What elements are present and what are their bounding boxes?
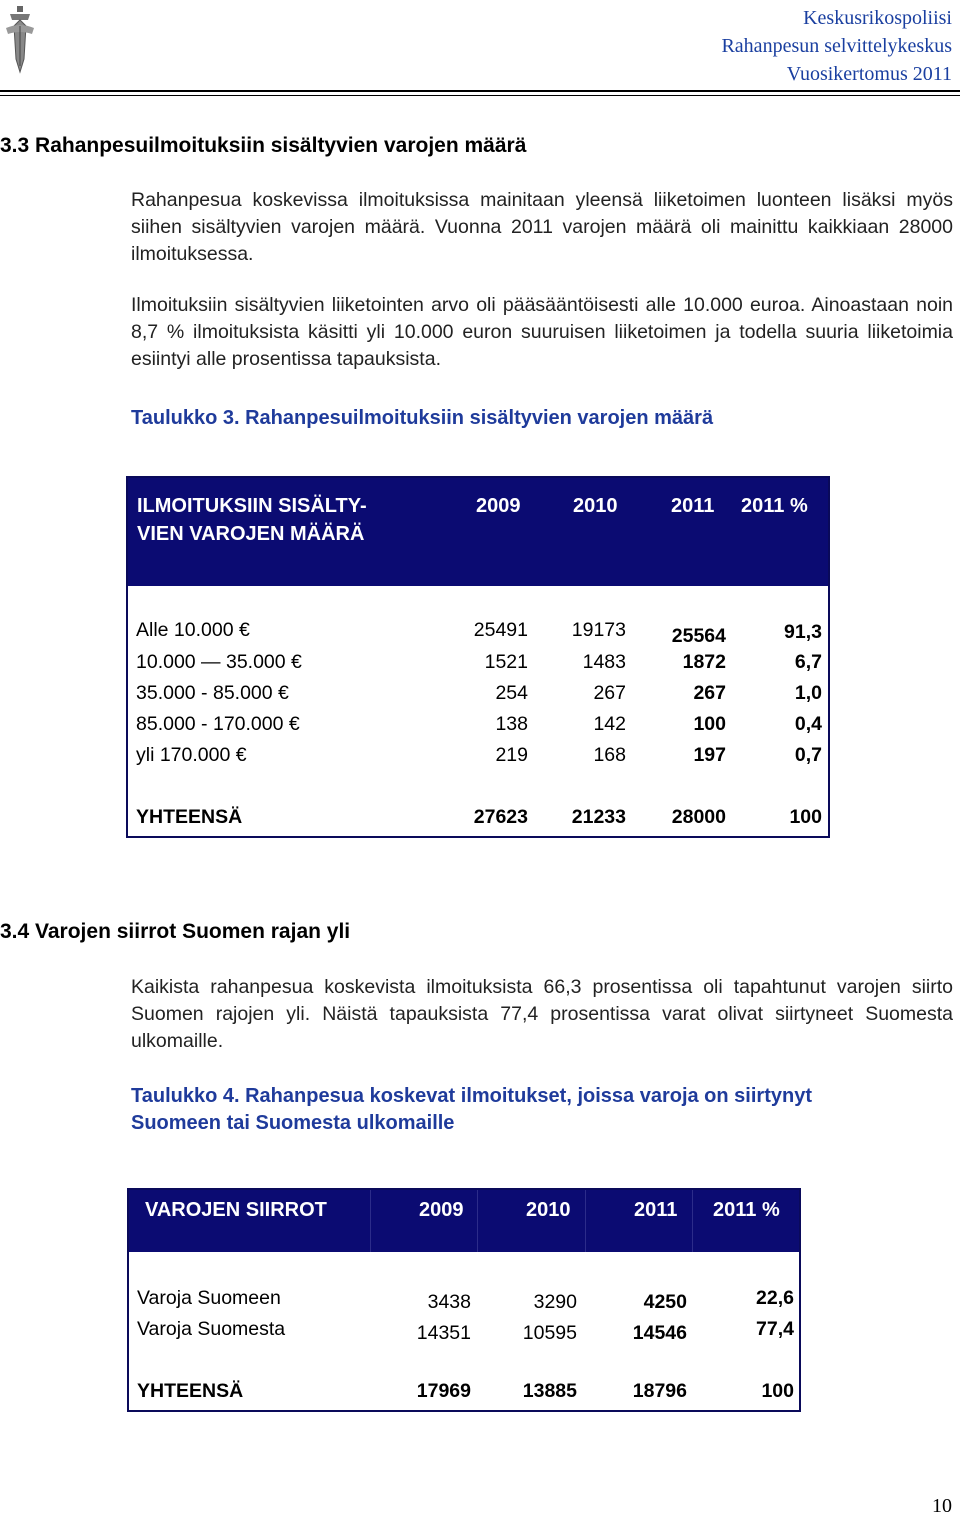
table-4-caption-line1: Taulukko 4. Rahanpesua koskevat ilmoitukset, joissa varoja on siirtynyt <box>131 1085 812 1107</box>
table-3-col-2009: 2009 <box>476 495 521 517</box>
table-3-total-2011: 28000 <box>671 806 726 828</box>
table-3 <box>126 476 830 838</box>
police-emblem-logo <box>2 4 38 74</box>
table-4-caption-line2: Suomeen tai Suomesta ulkomaille <box>131 1112 455 1134</box>
table-3-row-label: Alle 10.000 € <box>136 619 250 641</box>
table-4-cell-2009: 14351 <box>416 1322 471 1344</box>
section-3-3-paragraph-2: Ilmoituksiin sisältyvien liiketointen arvo oli pääsääntöisesti alle 10.000 euroa. Ainoastaan noin 8,7 % ilmoituksista käsitti yli 10.000 euron suuruisen liiketoimen ja todella suuria liiketoimia esiintyi alle prosentissa tapauksista. <box>131 294 953 370</box>
table-4-header-label: VAROJEN SIIRROT <box>145 1199 327 1221</box>
table-3-cell-pct: 0,4 <box>794 713 822 735</box>
table-3-cell-2011: 1872 <box>682 651 726 673</box>
table-4-cell-pct: 77,4 <box>756 1318 794 1340</box>
table-3-total-pct: 100 <box>789 806 822 828</box>
table-4-col-2011-pct: 2011 % <box>713 1199 780 1221</box>
table-4-header <box>129 1190 799 1252</box>
table-3-cell-2011: 267 <box>693 682 726 704</box>
table-4-row-label: Varoja Suomeen <box>137 1287 281 1309</box>
table-4-cell-2011: 4250 <box>643 1291 687 1313</box>
header-rule <box>0 90 960 92</box>
table-3-cell-2011: 25564 <box>671 625 726 647</box>
table-4-total-pct: 100 <box>761 1380 794 1402</box>
table-3-cell-2009: 254 <box>495 682 528 704</box>
table-4-col-2011: 2011 <box>634 1199 678 1221</box>
header-organization: Keskusrikospoliisi <box>803 7 952 29</box>
table-4-header-divider <box>370 1190 371 1252</box>
table-3-cell-2010: 168 <box>593 744 626 766</box>
document-header <box>721 4 952 88</box>
table-3-col-2011-pct: 2011 % <box>741 495 808 517</box>
table-3-total-label: YHTEENSÄ <box>136 806 243 828</box>
header-unit: Rahanpesun selvittelykeskus <box>721 35 952 57</box>
table-3-row-label: yli 170.000 € <box>136 744 247 766</box>
table-4-row-label: Varoja Suomesta <box>137 1318 286 1340</box>
section-3-4-heading: 3.4 Varojen siirrot Suomen rajan yli <box>0 920 351 943</box>
table-4-cell-2011: 14546 <box>632 1322 687 1344</box>
table-4-cell-2010: 10595 <box>522 1322 577 1344</box>
table-3-cell-2011: 197 <box>693 744 726 766</box>
table-4-total-label: YHTEENSÄ <box>137 1380 244 1402</box>
table-3-cell-2010: 19173 <box>571 619 626 641</box>
table-4-col-2009: 2009 <box>419 1199 464 1221</box>
table-4-cell-2010: 3290 <box>533 1291 577 1313</box>
table-3-cell-2009: 1521 <box>484 651 528 673</box>
table-3-cell-2010: 267 <box>593 682 626 704</box>
table-3-header-label-line1: ILMOITUKSIIN SISÄLTY- <box>137 495 367 517</box>
table-3-header-label-line2: VIEN VAROJEN MÄÄRÄ <box>137 523 365 545</box>
table-3-total-2010: 21233 <box>571 806 626 828</box>
table-4-total-2010: 13885 <box>522 1380 577 1402</box>
table-4-total-2011: 18796 <box>632 1380 687 1402</box>
table-3-caption: Taulukko 3. Rahanpesuilmoituksiin sisältyvien varojen määrä <box>131 407 714 429</box>
table-3-cell-2010: 142 <box>593 713 626 735</box>
table-3-cell-pct: 91,3 <box>784 621 822 643</box>
table-3-cell-2009: 219 <box>495 744 528 766</box>
header-report-title: Vuosikertomus 2011 <box>786 63 952 85</box>
table-3-cell-2010: 1483 <box>582 651 626 673</box>
table-3-row-label: 35.000 - 85.000 € <box>136 682 289 704</box>
table-4-header-divider <box>585 1190 586 1252</box>
table-4-header-divider <box>692 1190 693 1252</box>
table-4 <box>127 1188 801 1412</box>
table-3-cell-2009: 25491 <box>473 619 528 641</box>
section-3-4-paragraph-1: Kaikista rahanpesua koskevista ilmoituksista 66,3 prosentissa oli tapahtunut varojen siirto Suomen rajojen yli. Näistä tapauksista 77,4 prosentissa varat olivat siirtyneet Suomesta ulkomaille. <box>131 976 953 1052</box>
table-3-row-label: 10.000 — 35.000 € <box>136 651 302 673</box>
table-3-total-2009: 27623 <box>473 806 528 828</box>
table-4-header-divider <box>477 1190 478 1252</box>
table-4-cell-2009: 3438 <box>427 1291 471 1313</box>
page-number: 10 <box>932 1495 952 1517</box>
table-3-cell-pct: 6,7 <box>794 651 822 673</box>
table-3-cell-pct: 0,7 <box>794 744 822 766</box>
table-4-total-2009: 17969 <box>416 1380 471 1402</box>
table-3-cell-2011: 100 <box>693 713 726 735</box>
table-3-row-label: 85.000 - 170.000 € <box>136 713 300 735</box>
header-rule-thin <box>0 95 960 96</box>
table-3-col-2011: 2011 <box>671 495 715 517</box>
table-3-header <box>128 478 828 586</box>
table-4-cell-pct: 22,6 <box>756 1287 794 1309</box>
section-3-3-heading: 3.3 Rahanpesuilmoituksiin sisältyvien varojen määrä <box>0 134 527 157</box>
table-3-cell-2009: 138 <box>495 713 528 735</box>
table-3-cell-pct: 1,0 <box>794 682 822 704</box>
table-4-col-2010: 2010 <box>526 1199 571 1221</box>
section-3-3-paragraph-1: Rahanpesua koskevissa ilmoituksissa mainitaan yleensä liiketoimen luonteen lisäksi myös siihen sisältyvien varojen määrä. Vuonna 2011 varojen määrä oli mainittu kaikkiaan 28000 ilmoituksessa. <box>131 189 953 265</box>
table-3-col-2010: 2010 <box>573 495 618 517</box>
